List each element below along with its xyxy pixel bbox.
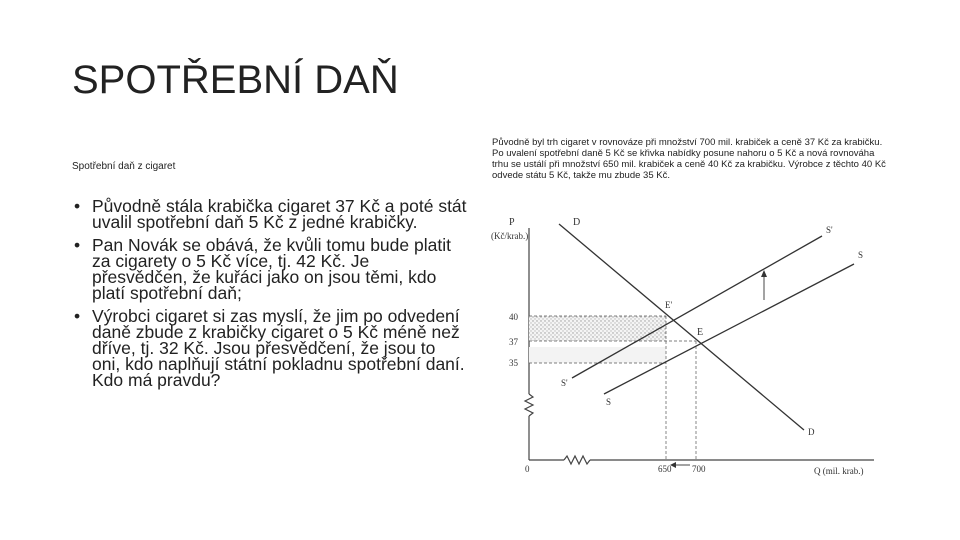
- y-axis-label: P: [509, 217, 515, 228]
- y-axis-break: [525, 394, 533, 416]
- price-tick-37: 37: [509, 337, 518, 347]
- new-equilibrium-label: E': [665, 300, 673, 310]
- supply-label-bottom: S: [606, 397, 612, 407]
- producer-tax-area: [529, 347, 666, 363]
- bullet-item: • Výrobci cigaret si zas myslí, že jim po odvedení daně zbude z krabičky cigaret o 5 Kč méně než dříve, tj. 32 Kč. Jsou přesvědčení, že jsou to oni, kdo naplňují státní pokladnu spotřební daní. Kdo má pravdu?: [72, 308, 467, 388]
- price-tick-35: 35: [509, 358, 518, 368]
- x-axis-break: [564, 456, 590, 464]
- x-axis-label: Q (mil. krab.): [814, 466, 864, 476]
- quantity-tick-650: 650: [658, 464, 672, 474]
- demand-label-bottom: D: [808, 427, 815, 437]
- quantity-tick-700: 700: [692, 464, 706, 474]
- supply-new-label-top: S': [826, 225, 833, 235]
- demand-label-top: D: [573, 217, 581, 228]
- y-axis-unit: (Kč/krab.): [491, 231, 529, 241]
- bullet-item: • Původně stála krabička cigaret 37 Kč a poté stát uvalil spotřební daň 5 Kč z jedné krabičky.: [72, 198, 467, 230]
- explanation-note: Původně byl trh cigaret v rovnováze při množství 700 mil. krabiček a ceně 37 Kč za krabičku. Po uvalení spotřební daně 5 Kč se křivka nabídky posune nahoru o 5 Kč a nová rovnováha trhu se ustálí při množství 650 mil. krabiček a ceně 40 Kč za krabičku. Výrobce z těchto 40 Kč odvede státu 5 Kč, takže mu zbude 35 Kč.: [492, 137, 886, 181]
- tax-market-diagram: [484, 208, 884, 483]
- bullet-item: • Pan Novák se obává, že kvůli tomu bude platit za cigarety o 5 Kč více, tj. 42 Kč. Je přesvědčen, že kuřáci jako on jsou těmi, kdo platí spotřební daň;: [72, 237, 467, 301]
- origin-label: 0: [525, 464, 530, 474]
- slide-title: SPOTŘEBNÍ DAŇ: [72, 58, 399, 102]
- shift-arrow-head: [761, 270, 767, 277]
- equilibrium-label: E: [697, 327, 704, 338]
- supply-new-curve: [572, 236, 822, 378]
- supply-new-label-bottom: S': [561, 378, 568, 388]
- supply-label-top: S: [858, 250, 864, 260]
- price-tick-40: 40: [509, 312, 518, 322]
- consumer-tax-area: [529, 316, 666, 341]
- subtitle: Spotřební daň z cigaret: [72, 161, 176, 172]
- bullet-list: [72, 198, 467, 395]
